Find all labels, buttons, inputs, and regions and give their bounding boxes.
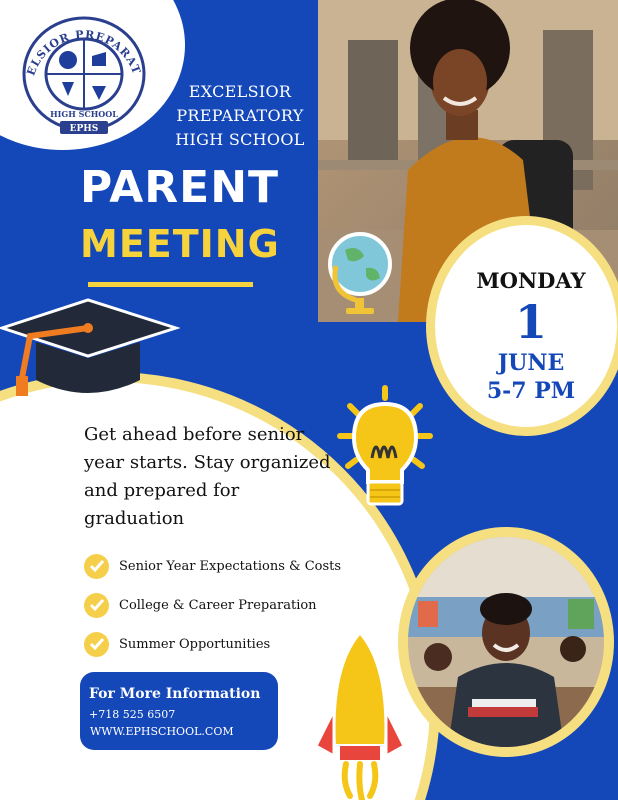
checkmark-icon [84, 593, 109, 618]
school-name-line: PREPARATORY [176, 106, 304, 125]
title-parent: PARENT [80, 162, 280, 213]
contact-phone: +718 525 6507 [89, 708, 176, 721]
school-seal-logo [12, 8, 156, 138]
meeting-month: JUNE [497, 350, 565, 376]
logo-abbr: EPHS [69, 124, 99, 134]
rocket-icon [310, 626, 410, 800]
logo-top-text: ELSIOR PREPARAT [24, 28, 144, 78]
tagline: Get ahead before senior year starts. Stay organized and prepared for graduation [84, 424, 331, 529]
meeting-date-number: 1 [514, 295, 547, 349]
meeting-day: MONDAY [476, 268, 586, 293]
school-name-line: HIGH SCHOOL [175, 130, 305, 149]
school-name-line: EXCELSIOR [188, 82, 292, 101]
graduation-cap-icon [0, 298, 180, 418]
meeting-time: 5-7 PM [486, 378, 576, 404]
checklist-label: College & Career Preparation [119, 597, 317, 613]
globe-icon [320, 226, 400, 318]
contact-website: WWW.EPHSCHOOL.COM [90, 725, 234, 738]
checklist-label: Summer Opportunities [119, 636, 271, 652]
school-name [160, 80, 320, 152]
contact-info-box [80, 672, 278, 750]
title-meeting: MEETING [80, 222, 280, 266]
checklist-item [84, 591, 384, 619]
logo-bottom-text: HIGH SCHOOL [50, 109, 118, 119]
lightbulb-icon [330, 384, 440, 522]
checklist-item [84, 552, 384, 580]
checkmark-icon [84, 554, 109, 579]
checkmark-icon [84, 632, 109, 657]
student-photo-bottom [408, 537, 604, 747]
checklist-label: Senior Year Expectations & Costs [119, 558, 342, 574]
title-underline [88, 282, 253, 287]
contact-title: For More Information [89, 686, 261, 702]
